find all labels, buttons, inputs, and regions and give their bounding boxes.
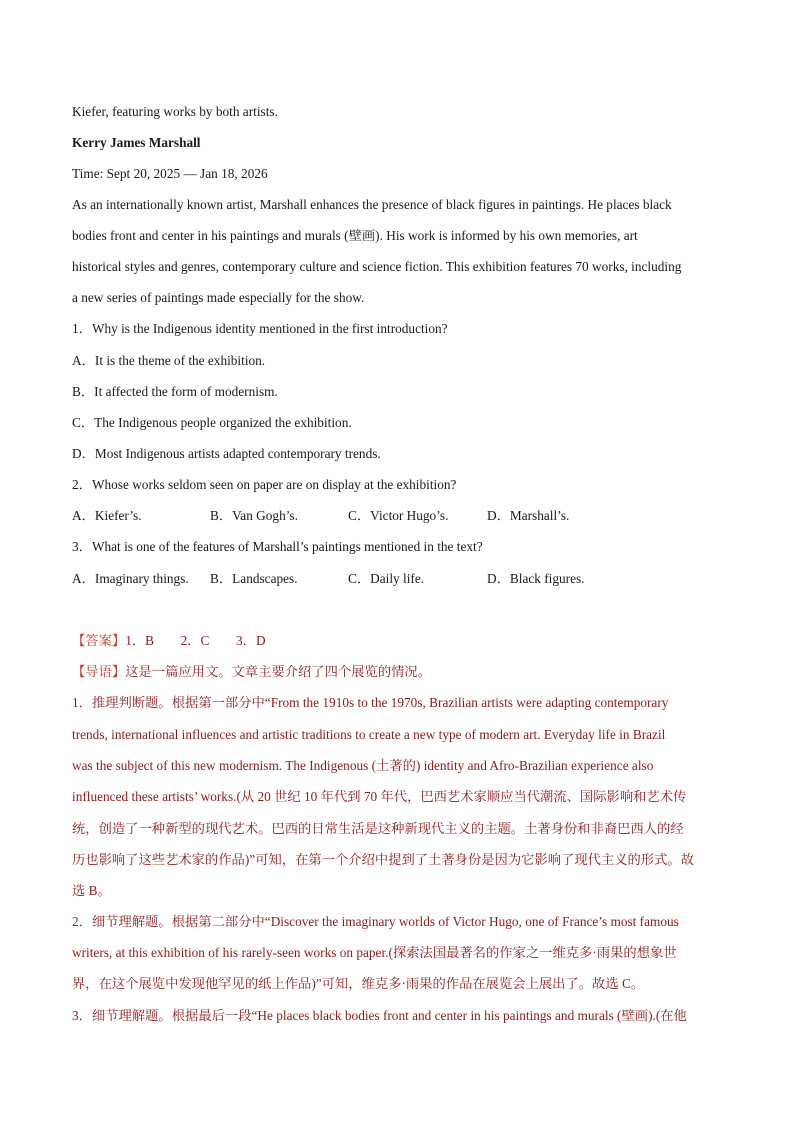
exhibition-time: Time: Sept 20, 2025 — Jan 18, 2026 [72, 166, 268, 181]
answer-line [72, 632, 266, 650]
explanation-line: trends, international influences and artistic traditions to create a new type of modern art. Everyday life in Brazil [72, 727, 666, 742]
section-title: Kerry James Marshall [72, 135, 201, 150]
guide-text: 这是一篇应用文。文章主要介绍了四个展览的情况。 [125, 664, 432, 679]
option-b: B．It affected the form of modernism. [72, 384, 278, 399]
explanation-line: 选 B。 [72, 883, 111, 898]
option-d: D．Black figures. [487, 571, 585, 586]
explanation-line: 统，创造了一种新型的现代艺术。巴西的日常生活是这种新现代主义的主题。土著身份和非裔巴西人的经 [72, 821, 684, 836]
passage-body-line: bodies front and center in his paintings and murals (壁画). His work is informed by his own memories, art [72, 228, 638, 243]
option-a: A．Kiefer’s. [72, 508, 142, 523]
guide-tag: 【导语】 [72, 664, 126, 679]
option-c: C．Daily life. [348, 571, 425, 586]
option-a: A．It is the theme of the exhibition. [72, 353, 266, 368]
answer-text: 1．B 2．C 3．D [125, 633, 266, 648]
option-c: C．Victor Hugo’s. [348, 508, 449, 523]
explanation-line: 历也影响了这些艺术家的作品)”可知，在第一个介绍中提到了土著身份是因为它影响了现代主义的形式。故 [72, 852, 694, 867]
question-stem: 1．Why is the Indigenous identity mentioned in the first introduction? [72, 321, 448, 336]
explanation-line: influenced these artists’ works.(从 20 世纪 10 年代到 70 年代，巴西艺术家顺应当代潮流、国际影响和艺术传 [72, 789, 687, 804]
guide-line [72, 663, 431, 681]
passage-body-line: a new series of paintings made especially for the show. [72, 290, 365, 305]
passage-intro-tail: Kiefer, featuring works by both artists. [72, 104, 278, 119]
explanation-line: 3．细节理解题。根据最后一段“He places black bodies front and center in his paintings and murals (壁画).(在他 [72, 1008, 687, 1023]
explanation-line: writers, at this exhibition of his rarely-seen works on paper.(探索法国最著名的作家之一维克多·雨果的想象世 [72, 945, 677, 960]
passage-body-line: As an internationally known artist, Marshall enhances the presence of black figures in paintings. He places black [72, 197, 672, 212]
explanation-line: 界，在这个展览中发现他罕见的纸上作品)”可知，维克多·雨果的作品在展览会上展出了。故选 C。 [72, 976, 645, 991]
option-a: A．Imaginary things. [72, 571, 189, 586]
question-stem: 2．Whose works seldom seen on paper are on display at the exhibition? [72, 477, 457, 492]
option-c: C．The Indigenous people organized the exhibition. [72, 415, 352, 430]
question-stem: 3．What is one of the features of Marshall’s paintings mentioned in the text? [72, 539, 483, 554]
passage-body-line: historical styles and genres, contemporary culture and science fiction. This exhibition features 70 works, including [72, 259, 682, 274]
option-d: D．Most Indigenous artists adapted contemporary trends. [72, 446, 381, 461]
explanation-line: 2．细节理解题。根据第二部分中“Discover the imaginary worlds of Victor Hugo, one of France’s most famous [72, 914, 679, 929]
answer-tag: 【答案】 [72, 633, 126, 648]
explanation-line: 1．推理判断题。根据第一部分中“From the 1910s to the 1970s, Brazilian artists were adapting contemporary [72, 695, 669, 710]
option-b: B．Landscapes. [210, 571, 298, 586]
option-d: D．Marshall’s. [487, 508, 570, 523]
explanation-line: was the subject of this new modernism. The Indigenous (土著的) identity and Afro-Brazilian experience also [72, 758, 654, 773]
option-b: B．Van Gogh’s. [210, 508, 298, 523]
